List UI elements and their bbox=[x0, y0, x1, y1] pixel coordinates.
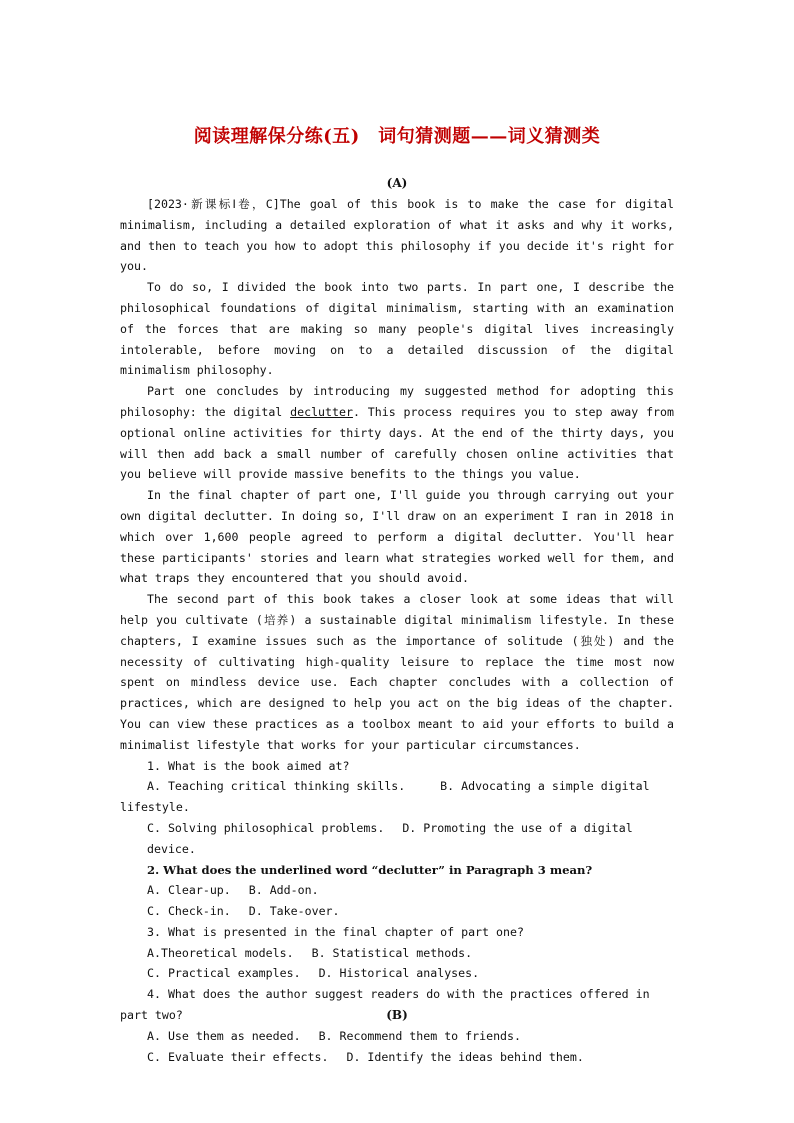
option-d: D. Historical analyses. bbox=[318, 966, 480, 981]
paragraph-3-end: . This process requires you to step away from optional online activities for thirty days. At the end of the thirty days, you will then add back a small number of carefully chosen online activities that you believe will provide massive benefits to the things you value. bbox=[120, 404, 674, 482]
option-d: D. Take-over. bbox=[248, 904, 340, 919]
section-label-a: (A) bbox=[386, 176, 408, 190]
question-3-stem: 3. What is presented in the final chapter of part one? bbox=[147, 924, 524, 939]
underlined-word: declutter bbox=[290, 404, 353, 419]
paragraph-3-start: Part one concludes by introducing my suggested method for adopting this philosophy: the digital bbox=[120, 384, 674, 419]
paragraph-1-text: The goal of this book is to make the case for digital minimalism, including a detailed exploration of what it asks and why it works, and then to teach you how to adopt this philosophy if you decide it's right for you. bbox=[120, 197, 674, 274]
option-b: B. Add-on. bbox=[248, 883, 319, 898]
option-d: D. Promoting the use of a digital device. bbox=[147, 820, 633, 856]
option-c: C. Check-in. bbox=[147, 904, 231, 919]
option-a: A.Theoretical models. bbox=[147, 945, 294, 960]
question-1-options-ab bbox=[120, 776, 674, 818]
question-4-options-cd bbox=[120, 1047, 674, 1068]
option-c: C. Evaluate their effects. bbox=[147, 1049, 329, 1064]
option-a: A. Use them as needed. bbox=[147, 1028, 301, 1043]
option-c: C. Solving philosophical problems. bbox=[147, 820, 385, 835]
option-a: A. Teaching critical thinking skills. bbox=[147, 779, 406, 794]
paragraph-2: To do so, I divided the book into two parts. In part one, I describe the philosophical foundations of digital minimalism, starting with an examination of the forces that are making so many people's digital lives increasingly intolerable, before moving on to a detailed discussion of the digital minimalism philosophy. bbox=[120, 280, 674, 378]
option-b: B. Advocating a simple digital lifestyle. bbox=[120, 779, 650, 815]
question-4-stem: 4. What does the author suggest readers do with the practices offered in part two? bbox=[120, 987, 650, 1023]
source-citation: [2023·新课标Ⅰ卷，C] bbox=[147, 197, 280, 211]
option-b: B. Statistical methods. bbox=[311, 945, 473, 960]
paragraph-5: The second part of this book takes a closer look at some ideas that will help you cultivate (培养) a sustainable digital minimalism lifestyle. In these chapters, I examine issues such as the importance of solitude (独处) and the necessity of cultivating high-quality leisure to replace the time most now spent on mindless device use. Each chapter concludes with a collection of practices, which are designed to help you act on the big ideas of the chapter. You can view these practices as a toolbox meant to aid your efforts to build a minimalist lifestyle that works for your particular circumstances. bbox=[120, 592, 674, 752]
paragraph-1 bbox=[120, 194, 674, 277]
question-1-options-cd bbox=[120, 818, 674, 860]
option-a: A. Clear-up. bbox=[147, 883, 231, 898]
question-2-options-cd bbox=[120, 901, 674, 922]
question-2-options-ab bbox=[120, 880, 674, 901]
question-3-options-ab bbox=[120, 943, 674, 964]
paragraph-3 bbox=[120, 381, 674, 485]
question-1-stem: 1. What is the book aimed at? bbox=[147, 758, 350, 773]
page-title: 阅读理解保分练(五) 词句猜测题——词义猜测类 bbox=[193, 126, 601, 147]
question-2-stem: 2. What does the underlined word “declutter” in Paragraph 3 mean? bbox=[147, 862, 593, 877]
option-b: B. Recommend them to friends. bbox=[318, 1028, 521, 1043]
section-label-b: (B) bbox=[386, 1008, 408, 1022]
passage-body bbox=[120, 194, 674, 1067]
paragraph-4: In the final chapter of part one, I'll guide you through carrying out your own digital declutter. In doing so, I'll draw on an experiment I ran in 2018 in which over 1,600 people agreed to perform a digital declutter. You'll hear these participants' stories and learn what strategies worked well for them, and what traps they encountered that you should avoid. bbox=[120, 488, 674, 586]
option-d: D. Identify the ideas behind them. bbox=[346, 1049, 584, 1064]
question-3-options-cd bbox=[120, 963, 674, 984]
question-4-options-ab bbox=[120, 1026, 674, 1047]
option-c: C. Practical examples. bbox=[147, 966, 301, 981]
